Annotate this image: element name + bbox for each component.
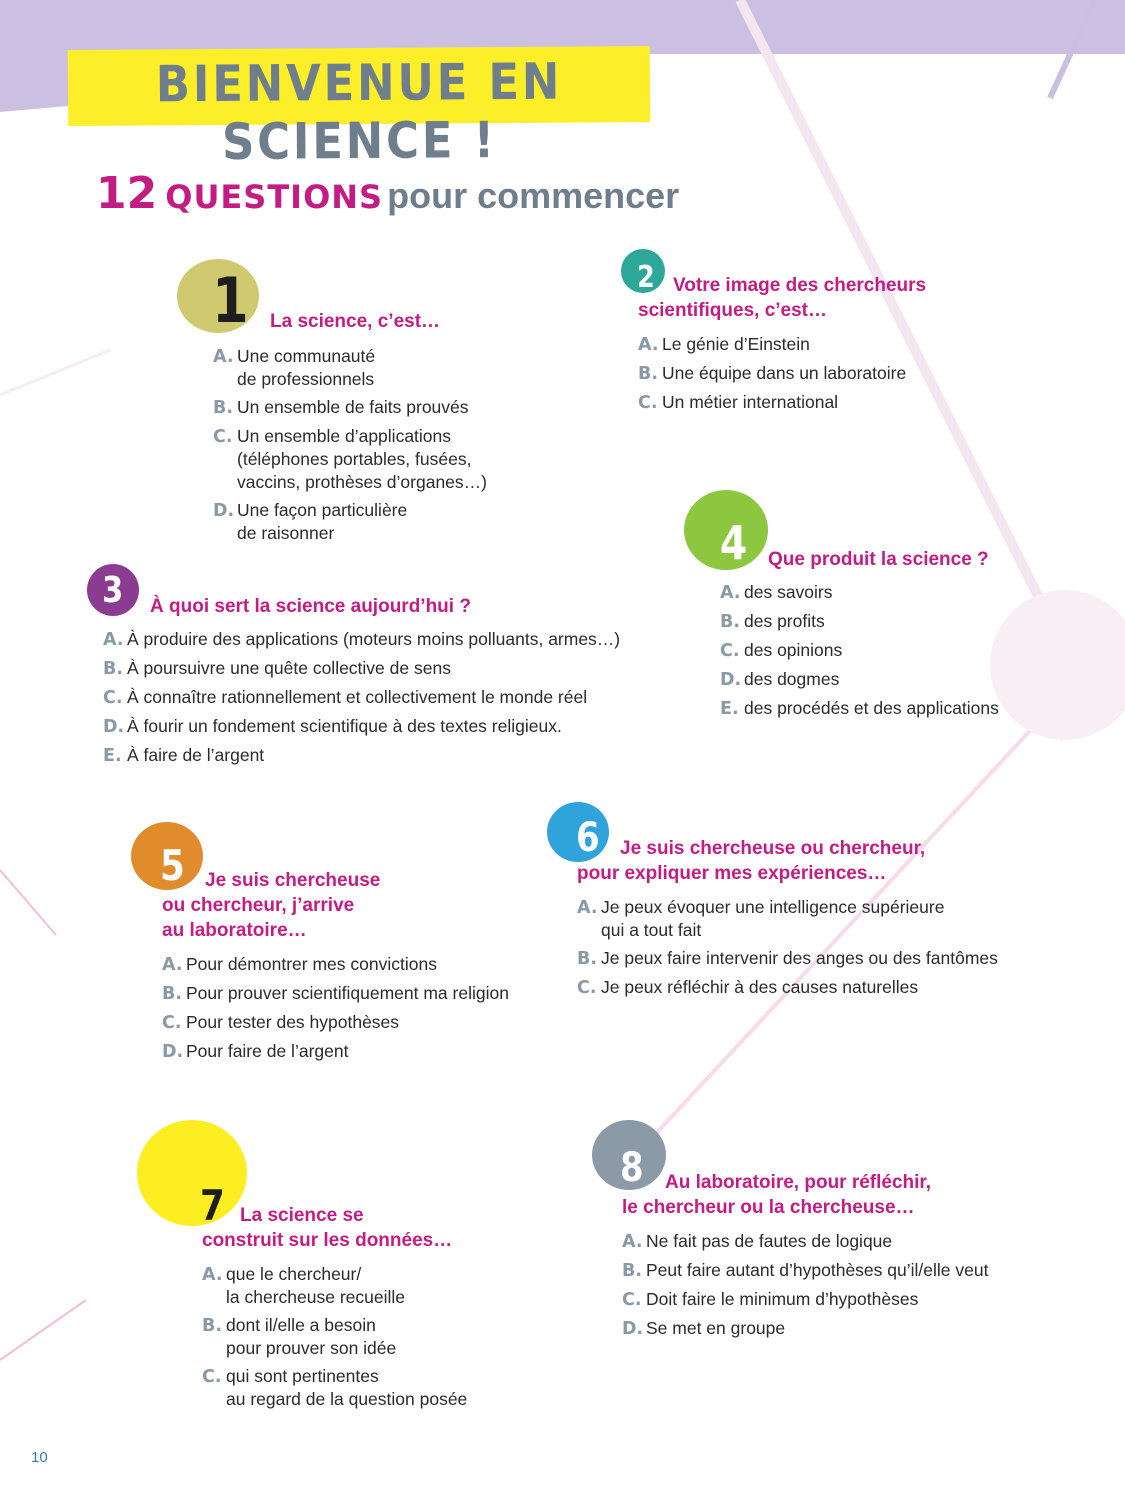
answer-option[interactable]: D. Une façon particulière de raisonner — [213, 500, 408, 543]
answer-option[interactable]: A. Le génie d’Einstein — [638, 334, 810, 355]
question-title: Que produit la science ? — [768, 549, 989, 570]
answer-list — [202, 1263, 467, 1411]
answer-option[interactable]: E. des procédés et des applications — [720, 698, 999, 719]
answer-option[interactable]: B. Pour prouver scientifiquement ma religion — [162, 983, 509, 1004]
question-number: 8 — [620, 1145, 644, 1191]
question-title: La science, c’est… — [270, 311, 441, 332]
answer-list — [103, 628, 620, 768]
question-title: La science se construit sur les données… — [202, 1205, 453, 1251]
answer-option[interactable]: B. Un ensemble de faits prouvés — [213, 397, 469, 418]
subtitle-number: 12 — [96, 168, 158, 219]
question-number: 3 — [102, 570, 124, 611]
page-title: BIENVENUE EN SCIENCE ! — [155, 52, 563, 171]
question-number: 6 — [576, 815, 600, 861]
title-banner — [68, 46, 651, 171]
answer-option[interactable]: A. Pour démontrer mes convictions — [162, 954, 437, 975]
answer-option[interactable]: A. des savoirs — [720, 582, 833, 603]
subtitle-questions: QUESTIONS — [165, 178, 384, 216]
answer-option[interactable]: C. Doit faire le minimum d’hypothèses — [622, 1289, 919, 1310]
answer-option[interactable]: A. que le chercheur/ la chercheuse recueille — [202, 1264, 405, 1307]
answer-list — [638, 333, 906, 415]
question-title: Je suis chercheuse ou chercheur, pour expliquer mes expériences… — [577, 838, 926, 884]
answer-option[interactable]: A. Je peux évoquer une intelligence supérieure qui a tout fait — [577, 897, 945, 940]
question-number: 1 — [212, 264, 249, 337]
answer-option[interactable]: D. des dogmes — [720, 669, 840, 690]
answer-list — [162, 953, 509, 1064]
answer-option[interactable]: C. Pour tester des hypothèses — [162, 1012, 400, 1033]
answer-option[interactable]: A. Ne fait pas de fautes de logique — [622, 1231, 893, 1252]
answer-option[interactable]: C. Un métier international — [638, 392, 839, 413]
question-title: Au laboratoire, pour réfléchir, le chercheur ou la chercheuse… — [622, 1172, 932, 1218]
answer-option[interactable]: B. À poursuivre une quête collective de sens — [103, 658, 451, 679]
answer-option[interactable]: E. À faire de l’argent — [103, 745, 265, 766]
answer-option[interactable]: C. À connaître rationnellement et collectivement le monde réel — [103, 687, 588, 708]
answer-option[interactable]: D. À fourir un fondement scientifique à des textes religieux. — [103, 716, 562, 737]
answer-list — [213, 345, 487, 545]
answer-option[interactable]: B. Je peux faire intervenir des anges ou des fantômes — [577, 948, 998, 969]
answer-option[interactable]: B. dont il/elle a besoin pour prouver son idée — [202, 1315, 397, 1358]
answer-list — [720, 581, 999, 721]
answer-option[interactable]: B. Peut faire autant d’hypothèses qu’il/elle veut — [622, 1260, 989, 1281]
answer-list — [622, 1230, 988, 1341]
answer-option[interactable]: B. des profits — [720, 611, 825, 632]
answer-option[interactable]: C. des opinions — [720, 640, 843, 661]
answer-option[interactable]: A. À produire des applications (moteurs moins polluants, armes…) — [103, 629, 621, 650]
question-title: Je suis chercheuse ou chercheur, j’arrive au laboratoire… — [162, 870, 381, 941]
answer-option[interactable]: C. Je peux réfléchir à des causes naturelles — [577, 977, 919, 998]
question-number: 5 — [160, 841, 185, 890]
answer-option[interactable]: C. qui sont pertinentes au regard de la question posée — [202, 1366, 468, 1409]
answer-option[interactable]: A. Une communauté de professionnels — [213, 346, 376, 389]
question-title: Votre image des chercheurs scientifiques, c’est… — [638, 275, 927, 321]
question-number: 7 — [200, 1181, 225, 1230]
subtitle-rest: pour commencer — [387, 175, 680, 216]
question-title: À quoi sert la science aujourd’hui ? — [150, 596, 471, 617]
question-number: 4 — [720, 516, 748, 570]
answer-list — [577, 896, 998, 1000]
page-number: 10 — [31, 1449, 48, 1466]
answer-option[interactable]: C. Un ensemble d’applications (téléphones portables, fusées, vaccins, prothèses d’organes…) — [213, 426, 487, 492]
question-number: 2 — [637, 260, 655, 295]
answer-option[interactable]: B. Une équipe dans un laboratoire — [638, 363, 907, 384]
answer-option[interactable]: D. Se met en groupe — [622, 1318, 786, 1339]
answer-option[interactable]: D. Pour faire de l’argent — [162, 1041, 349, 1062]
section-subtitle — [96, 168, 679, 219]
